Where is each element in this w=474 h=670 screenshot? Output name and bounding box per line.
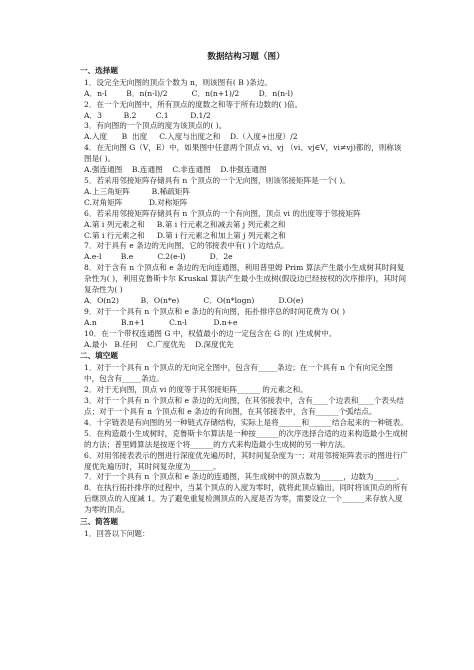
section-heading-choice: 一、选择题 <box>80 65 118 75</box>
fill-question-6: 6．对用邻接表表示的图进行深度优先遍历时，其时间复杂度为一；对用邻接矩阵表示的图进行广度优先遍历时，其时间复杂度为______。 <box>84 450 408 471</box>
question-3-options: A.入度 B 出度 C.入度与出度之和 D.（入度+出度）/2 <box>84 132 298 142</box>
page-title: 数据结构习题（图） <box>207 52 285 62</box>
section-heading-short-answer: 三、简答题 <box>80 517 118 527</box>
question-4: 4．在无向图 G（V，E）中，如果图中任意两个顶点 vi、vj （vi、vj∈V，vi≠vj)都的，则称该图是( )。 <box>84 143 402 164</box>
question-10-options: A.最小 B.任何 C.广度优先 D.深度优先 <box>84 339 234 349</box>
question-8: 8．对于含有 n 个顶点和 e 条边的无向连通图，利用普里姆 Prim 算法产生最小生成树其时间复杂性为( )，利用克鲁斯卡尔 Kruskal 算法产生最小生成树(假设边已经按权的次序排序)，其时间复杂性为( ) <box>84 263 407 295</box>
question-5-options-a: A.上三角矩阵 B.稀疏矩阵 <box>84 186 190 196</box>
question-7: 7．对于具有 e 条边的无向图，它的邻接表中有( )个边结点。 <box>84 241 289 251</box>
fill-question-2: 2．对于无向图，顶点 vi 的度等于其邻接矩阵______ 的元素之和。 <box>84 385 308 395</box>
question-1-options: A．n-l B．n(n-l)/2 C．n(n+1)/2 D．n(n-l) <box>84 88 294 98</box>
section-heading-fill: 二、填空题 <box>80 351 118 361</box>
question-8-options: A．O(n2) B．O(n*e) C．O(n*logn) D.O(e) <box>84 295 304 305</box>
fill-question-3: 3．对于一个具有 n 个顶点和 e 条边的无向图，在其邻接表中，含有____个边表和____个表头结点；对于一个具有 n 个顶点和 e 条边的有向图，在其邻接表中，含有______个弧结点。 <box>84 396 405 416</box>
question-5: 5．若采用邻接矩阵存储具有 n 个顶点的一个无向图，则该邻接矩阵是一个( )。 <box>84 175 350 185</box>
fill-question-1: 1．对于一个具有 n 个顶点的无向完全图中，包含有_____条边；在一个具有 n 个有向完全图中，包含有_____条边。 <box>84 363 394 384</box>
fill-question-5: 5．在构造最小生成树时，克鲁斯卡尔算法是一种按______的次序选择合适的边来构造最小生成树的方法；普里姆算法是按逐个将______的方式来构造最小生成树的另一种方法。 <box>84 428 408 449</box>
question-6: 6．若采用邻接矩阵存储具有 n 个顶点的一个有向图，顶点 vi 的出度等于邻接矩阵 <box>84 208 361 218</box>
fill-question-4: 4．十字链表是有向图的另一种链式存储结构，实际上是将______和______结合起来的一种链表。 <box>84 417 408 427</box>
question-1: 1．设完全无向图的顶点个数为 n，则该图有( B )条边。 <box>84 77 272 87</box>
fill-question-7: 7．对于一个具有 n 个顶点和 e 条边的连通图，其生成树中的顶点数为______，边数为______。 <box>84 472 405 482</box>
question-2-options: A．3 B.2 C.1 D.1/2 <box>84 110 211 120</box>
question-5-options-b: C.对角矩阵 D.对称矩阵 <box>84 197 188 207</box>
question-6-options-a: A.第 i 列元素之和 B.第 i 行元素之和减去第 j 列元素之和 <box>84 219 286 229</box>
question-10: 10．在一个带权连通图 G 中，权值最小的边一定包含在 G 的( )生成树中。 <box>84 328 337 338</box>
question-9-options: A.n B.n+1 C.n-l D.n+e <box>84 317 238 327</box>
question-7-options: A.e-l B.e C.2(e-l) D．2e <box>84 252 233 262</box>
fill-question-8: 8．在执行拓扑排序的过程中，当某个顶点的入度为零时，就将此顶点输出，同时将该顶点的所有后继顶点的入度减 1。为了避免重复检测顶点的入度是否为零，需要设立一个______来存放入度为零的顶点。 <box>84 483 408 515</box>
question-4-options: A.强连通图 B.连通图 C.非连通图 D.非强连通图 <box>84 165 267 175</box>
question-3: 3．有向图的一个顶点的度为该顶点的( )。 <box>84 121 227 131</box>
question-2: 2．在一个无向图中，所有顶点的度数之和等于所有边数的( )倍。 <box>84 99 303 109</box>
short-answer-1: 1．回答以下问题： <box>84 528 150 538</box>
question-9: 9．对于一个具有 n 个顶点和 e 条边的有向图，拓扑排序总的时间花费为 O( ) <box>84 306 346 316</box>
question-6-options-b: C.第 i 行元素之和 D.第 i 行元素之和加上第 j 列元素之和 <box>84 230 286 240</box>
